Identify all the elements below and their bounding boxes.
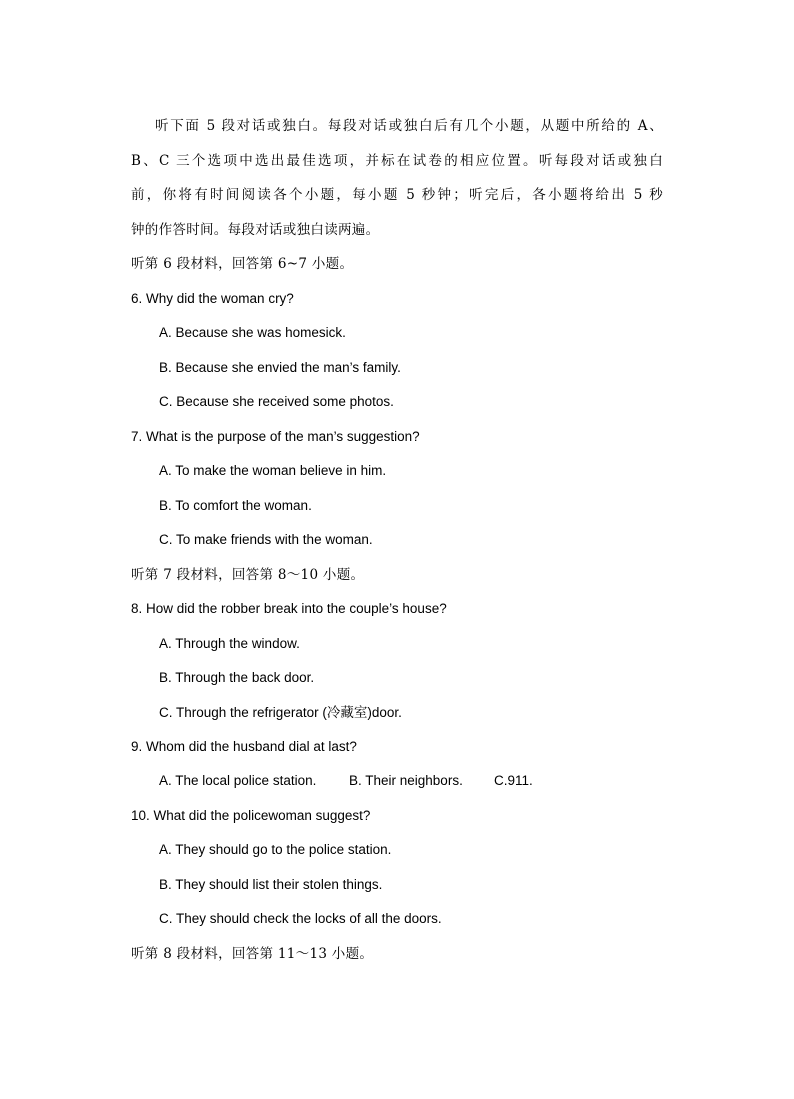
option-6b: B. Because she envied the man’s family. [159, 360, 401, 375]
question-8: 8. How did the robber break into the couple’s house? [131, 601, 447, 616]
question-9: 9. Whom did the husband dial at last? [131, 739, 357, 754]
option-7c: C. To make friends with the woman. [159, 532, 373, 547]
option-10b: B. They should list their stolen things. [159, 877, 383, 892]
section-heading: 听第 7 段材料，回答第 8～10 小题。 [131, 567, 365, 583]
option-8c: C. Through the refrigerator (冷藏室)door. [159, 705, 402, 720]
option-10a: A. They should go to the police station. [159, 842, 392, 857]
intro-line-1: 听下面 5 段对话或独白。每段对话或独白后有几个小题，从题中所给的 A、 [155, 118, 663, 134]
question-10: 10. What did the policewoman suggest? [131, 808, 371, 823]
question-7: 7. What is the purpose of the man’s suggestion? [131, 429, 420, 444]
question-6: 6. Why did the woman cry? [131, 291, 294, 306]
option-7b: B. To comfort the woman. [159, 498, 312, 513]
option-9a: A. The local police station. [159, 773, 317, 788]
intro-line-4: 钟的作答时间。每段对话或独白读两遍。 [131, 222, 380, 238]
option-9b: B. Their neighbors. [349, 773, 463, 788]
option-10c: C. They should check the locks of all the doors. [159, 911, 442, 926]
option-9c: C.911. [494, 773, 533, 788]
section-heading: 听第 6 段材料，回答第 6~7 小题。 [131, 256, 354, 272]
intro-line-3: 前，你将有时间阅读各个小题，每小题 5 秒钟；听完后，各小题将给出 5 秒 [131, 187, 663, 203]
section-heading: 听第 8 段材料，回答第 11～13 小题。 [131, 946, 374, 962]
option-8b: B. Through the back door. [159, 670, 315, 685]
intro-line-2: B、C 三个选项中选出最佳选项，并标在试卷的相应位置。听每段对话或独白 [131, 153, 663, 169]
option-6a: A. Because she was homesick. [159, 325, 346, 340]
option-6c: C. Because she received some photos. [159, 394, 394, 409]
option-7a: A. To make the woman believe in him. [159, 463, 387, 478]
option-8a: A. Through the window. [159, 636, 300, 651]
